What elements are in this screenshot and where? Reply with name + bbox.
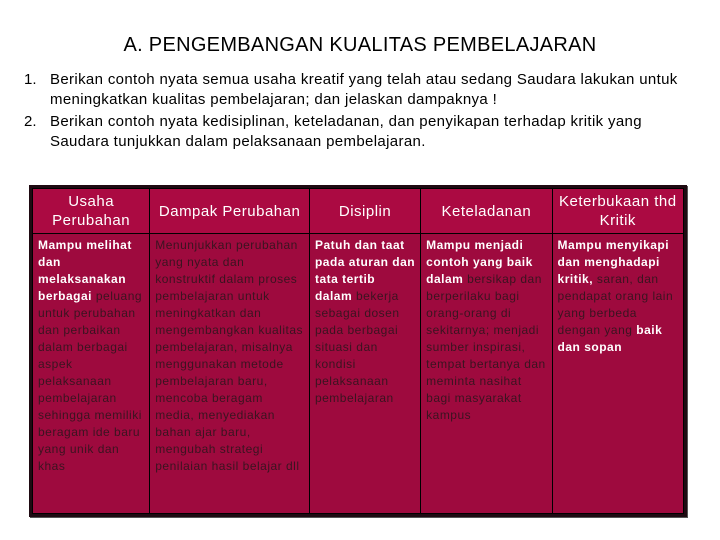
cell-text: Menunjukkan perubahan yang nyata dan konstruktif dalam proses pembelajaran untuk meningkatkan dan mengembangkan kualitas pembelajaran, misalnya menggunakan metode pembelajaran baru, mencoba beragam media, menyediakan bahan ajar baru, mengubah strategi penilaian hasil belajar dll (155, 238, 304, 473)
question-number: 2. (24, 113, 37, 130)
cell-bold-text: baik dan sopan (557, 323, 663, 354)
cell-dampak-perubahan (150, 234, 310, 514)
question-item (24, 112, 704, 152)
header-keteladanan: Keteladanan (421, 189, 552, 234)
question-item (24, 70, 704, 110)
cell-disiplin (309, 234, 420, 514)
cell-bold-text: Patuh dan taat pada aturan dan tata tertib dalam (314, 238, 416, 303)
cell-keterbukaan (552, 234, 683, 514)
cell-bold-text: Mampu melihat dan melaksanakan berbagai (38, 238, 132, 303)
cell-keteladanan (421, 234, 552, 514)
cell-text: bersikap dan berperilaku bagi orang-orang di sekitarnya; menjadi sumber inspirasi, tempat bertanya dan meminta nasihat bagi masyarakat kampus (426, 272, 546, 422)
criteria-table (32, 188, 684, 514)
question-text: Berikan contoh nyata semua usaha kreatif yang telah atau sedang Saudara lakukan untuk meningkatkan kualitas pembelajaran; dan jelaskan dampaknya ! (50, 71, 678, 108)
question-number: 1. (24, 71, 37, 88)
question-list (24, 70, 704, 154)
table-row (33, 234, 684, 514)
cell-text: peluang untuk perubahan dan perbaikan dalam berbagai aspek pelaksanaan pembelajaran sehingga memiliki beragam ide baru yang unik dan khas (38, 289, 143, 473)
cell-usaha-perubahan (33, 234, 150, 514)
page-title: A. PENGEMBANGAN KUALITAS PEMBELAJARAN (123, 34, 597, 56)
header-dampak-perubahan: Dampak Perubahan (150, 189, 310, 234)
header-keterbukaan: Keterbukaan thd Kritik (552, 189, 683, 234)
cell-text: saran, dan pendapat orang lain yang berbeda dengan yang (557, 272, 674, 337)
criteria-table-frame (29, 185, 687, 517)
question-text: Berikan contoh nyata kedisiplinan, keteladanan, dan penyikapan terhadap kritik yang Saudara tunjukkan dalam pelaksanaan pembelajaran. (50, 113, 642, 150)
header-usaha-perubahan: Usaha Perubahan (33, 189, 150, 234)
table-header-row (33, 189, 684, 234)
header-disiplin: Disiplin (309, 189, 420, 234)
cell-bold-text: Mampu menjadi contoh yang baik dalam (426, 238, 533, 286)
cell-text: bekerja sebagai dosen pada berbagai situasi dan kondisi pelaksanaan pembelajaran (314, 289, 400, 405)
cell-bold-text: Mampu menyikapi dan menghadapi kritik, (557, 238, 670, 286)
